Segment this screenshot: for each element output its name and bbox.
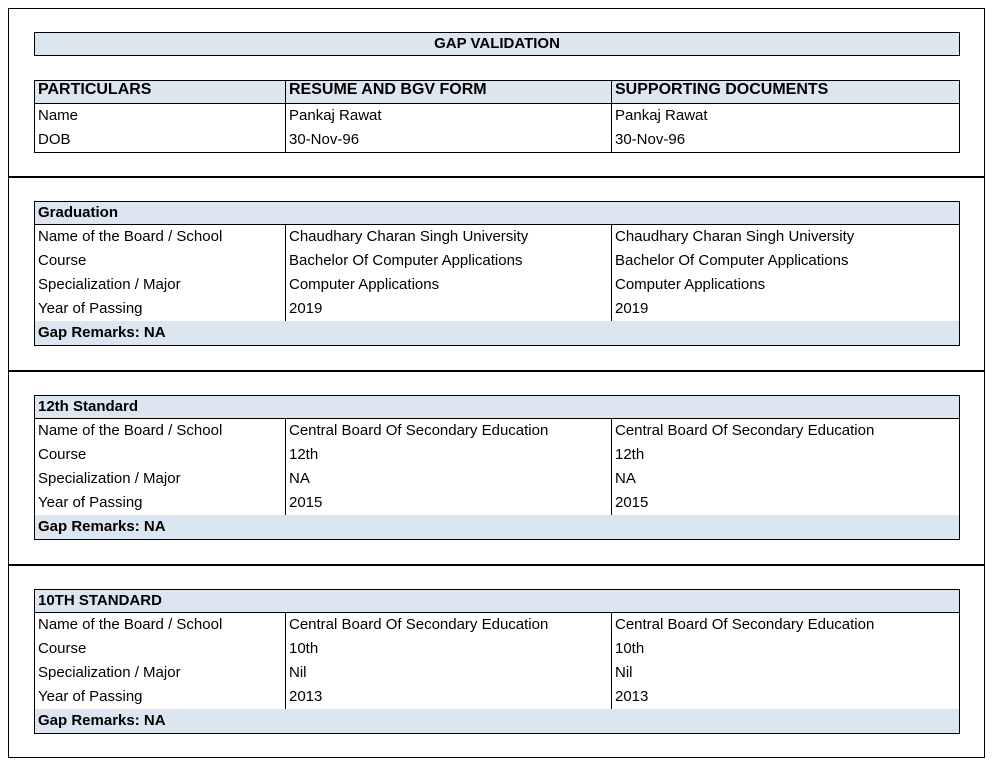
section-divider xyxy=(8,564,985,566)
documents-value: Bachelor Of Computer Applications xyxy=(611,249,959,273)
gap-remarks: Gap Remarks: NA xyxy=(34,515,960,540)
resume-value: Central Board Of Secondary Education xyxy=(285,613,611,637)
page-title: GAP VALIDATION xyxy=(34,32,960,56)
documents-value: 30-Nov-96 xyxy=(611,128,959,152)
resume-value: Pankaj Rawat xyxy=(285,104,611,128)
row-label: Specialization / Major xyxy=(38,664,181,681)
row-label: Name of the Board / School xyxy=(38,228,223,245)
section-divider xyxy=(8,176,985,178)
table-row xyxy=(34,249,960,274)
section-title-12th: 12th Standard xyxy=(34,395,960,419)
documents-value: NA xyxy=(611,467,959,491)
table-row xyxy=(34,685,960,710)
row-label: Year of Passing xyxy=(38,300,143,317)
row-label: Name of the Board / School xyxy=(38,422,223,439)
table-row xyxy=(34,467,960,492)
row-label: DOB xyxy=(38,131,71,148)
table-row xyxy=(34,443,960,468)
section-divider xyxy=(8,370,985,372)
resume-value: Bachelor Of Computer Applications xyxy=(285,249,611,273)
documents-value: Central Board Of Secondary Education xyxy=(611,419,959,443)
documents-value: Pankaj Rawat xyxy=(611,104,959,128)
column-header-documents: SUPPORTING DOCUMENTS xyxy=(611,81,959,103)
table-row-name xyxy=(34,104,960,129)
resume-value: 2015 xyxy=(285,491,611,515)
documents-value: Central Board Of Secondary Education xyxy=(611,613,959,637)
section-title-graduation: Graduation xyxy=(34,201,960,225)
table-row xyxy=(34,491,960,516)
row-label: Name of the Board / School xyxy=(38,616,223,633)
table-row-dob xyxy=(34,128,960,153)
column-header-particulars: PARTICULARS xyxy=(38,81,152,98)
row-label: Specialization / Major xyxy=(38,470,181,487)
gap-remarks: Gap Remarks: NA xyxy=(34,321,960,346)
documents-value: 2015 xyxy=(611,491,959,515)
documents-value: Nil xyxy=(611,661,959,685)
documents-value: Computer Applications xyxy=(611,273,959,297)
documents-value: 2019 xyxy=(611,297,959,321)
column-header-row xyxy=(34,80,960,104)
documents-value: Chaudhary Charan Singh University xyxy=(611,225,959,249)
resume-value: 10th xyxy=(285,637,611,661)
row-label: Specialization / Major xyxy=(38,276,181,293)
resume-value: 2019 xyxy=(285,297,611,321)
resume-value: 2013 xyxy=(285,685,611,709)
table-row xyxy=(34,297,960,322)
table-row xyxy=(34,613,960,638)
resume-value: 30-Nov-96 xyxy=(285,128,611,152)
row-label: Year of Passing xyxy=(38,688,143,705)
table-row xyxy=(34,419,960,444)
resume-value: Computer Applications xyxy=(285,273,611,297)
gap-remarks: Gap Remarks: NA xyxy=(34,709,960,734)
documents-value: 2013 xyxy=(611,685,959,709)
row-label: Course xyxy=(38,252,87,269)
documents-value: 12th xyxy=(611,443,959,467)
table-row xyxy=(34,225,960,250)
table-row xyxy=(34,661,960,686)
resume-value: Chaudhary Charan Singh University xyxy=(285,225,611,249)
row-label: Year of Passing xyxy=(38,494,143,511)
row-label: Course xyxy=(38,446,87,463)
documents-value: 10th xyxy=(611,637,959,661)
resume-value: Central Board Of Secondary Education xyxy=(285,419,611,443)
resume-value: Nil xyxy=(285,661,611,685)
table-row xyxy=(34,637,960,662)
resume-value: NA xyxy=(285,467,611,491)
column-header-resume: RESUME AND BGV FORM xyxy=(285,81,611,103)
row-label: Name xyxy=(38,107,79,124)
table-row xyxy=(34,273,960,298)
row-label: Course xyxy=(38,640,87,657)
section-title-10th: 10TH STANDARD xyxy=(34,589,960,613)
resume-value: 12th xyxy=(285,443,611,467)
